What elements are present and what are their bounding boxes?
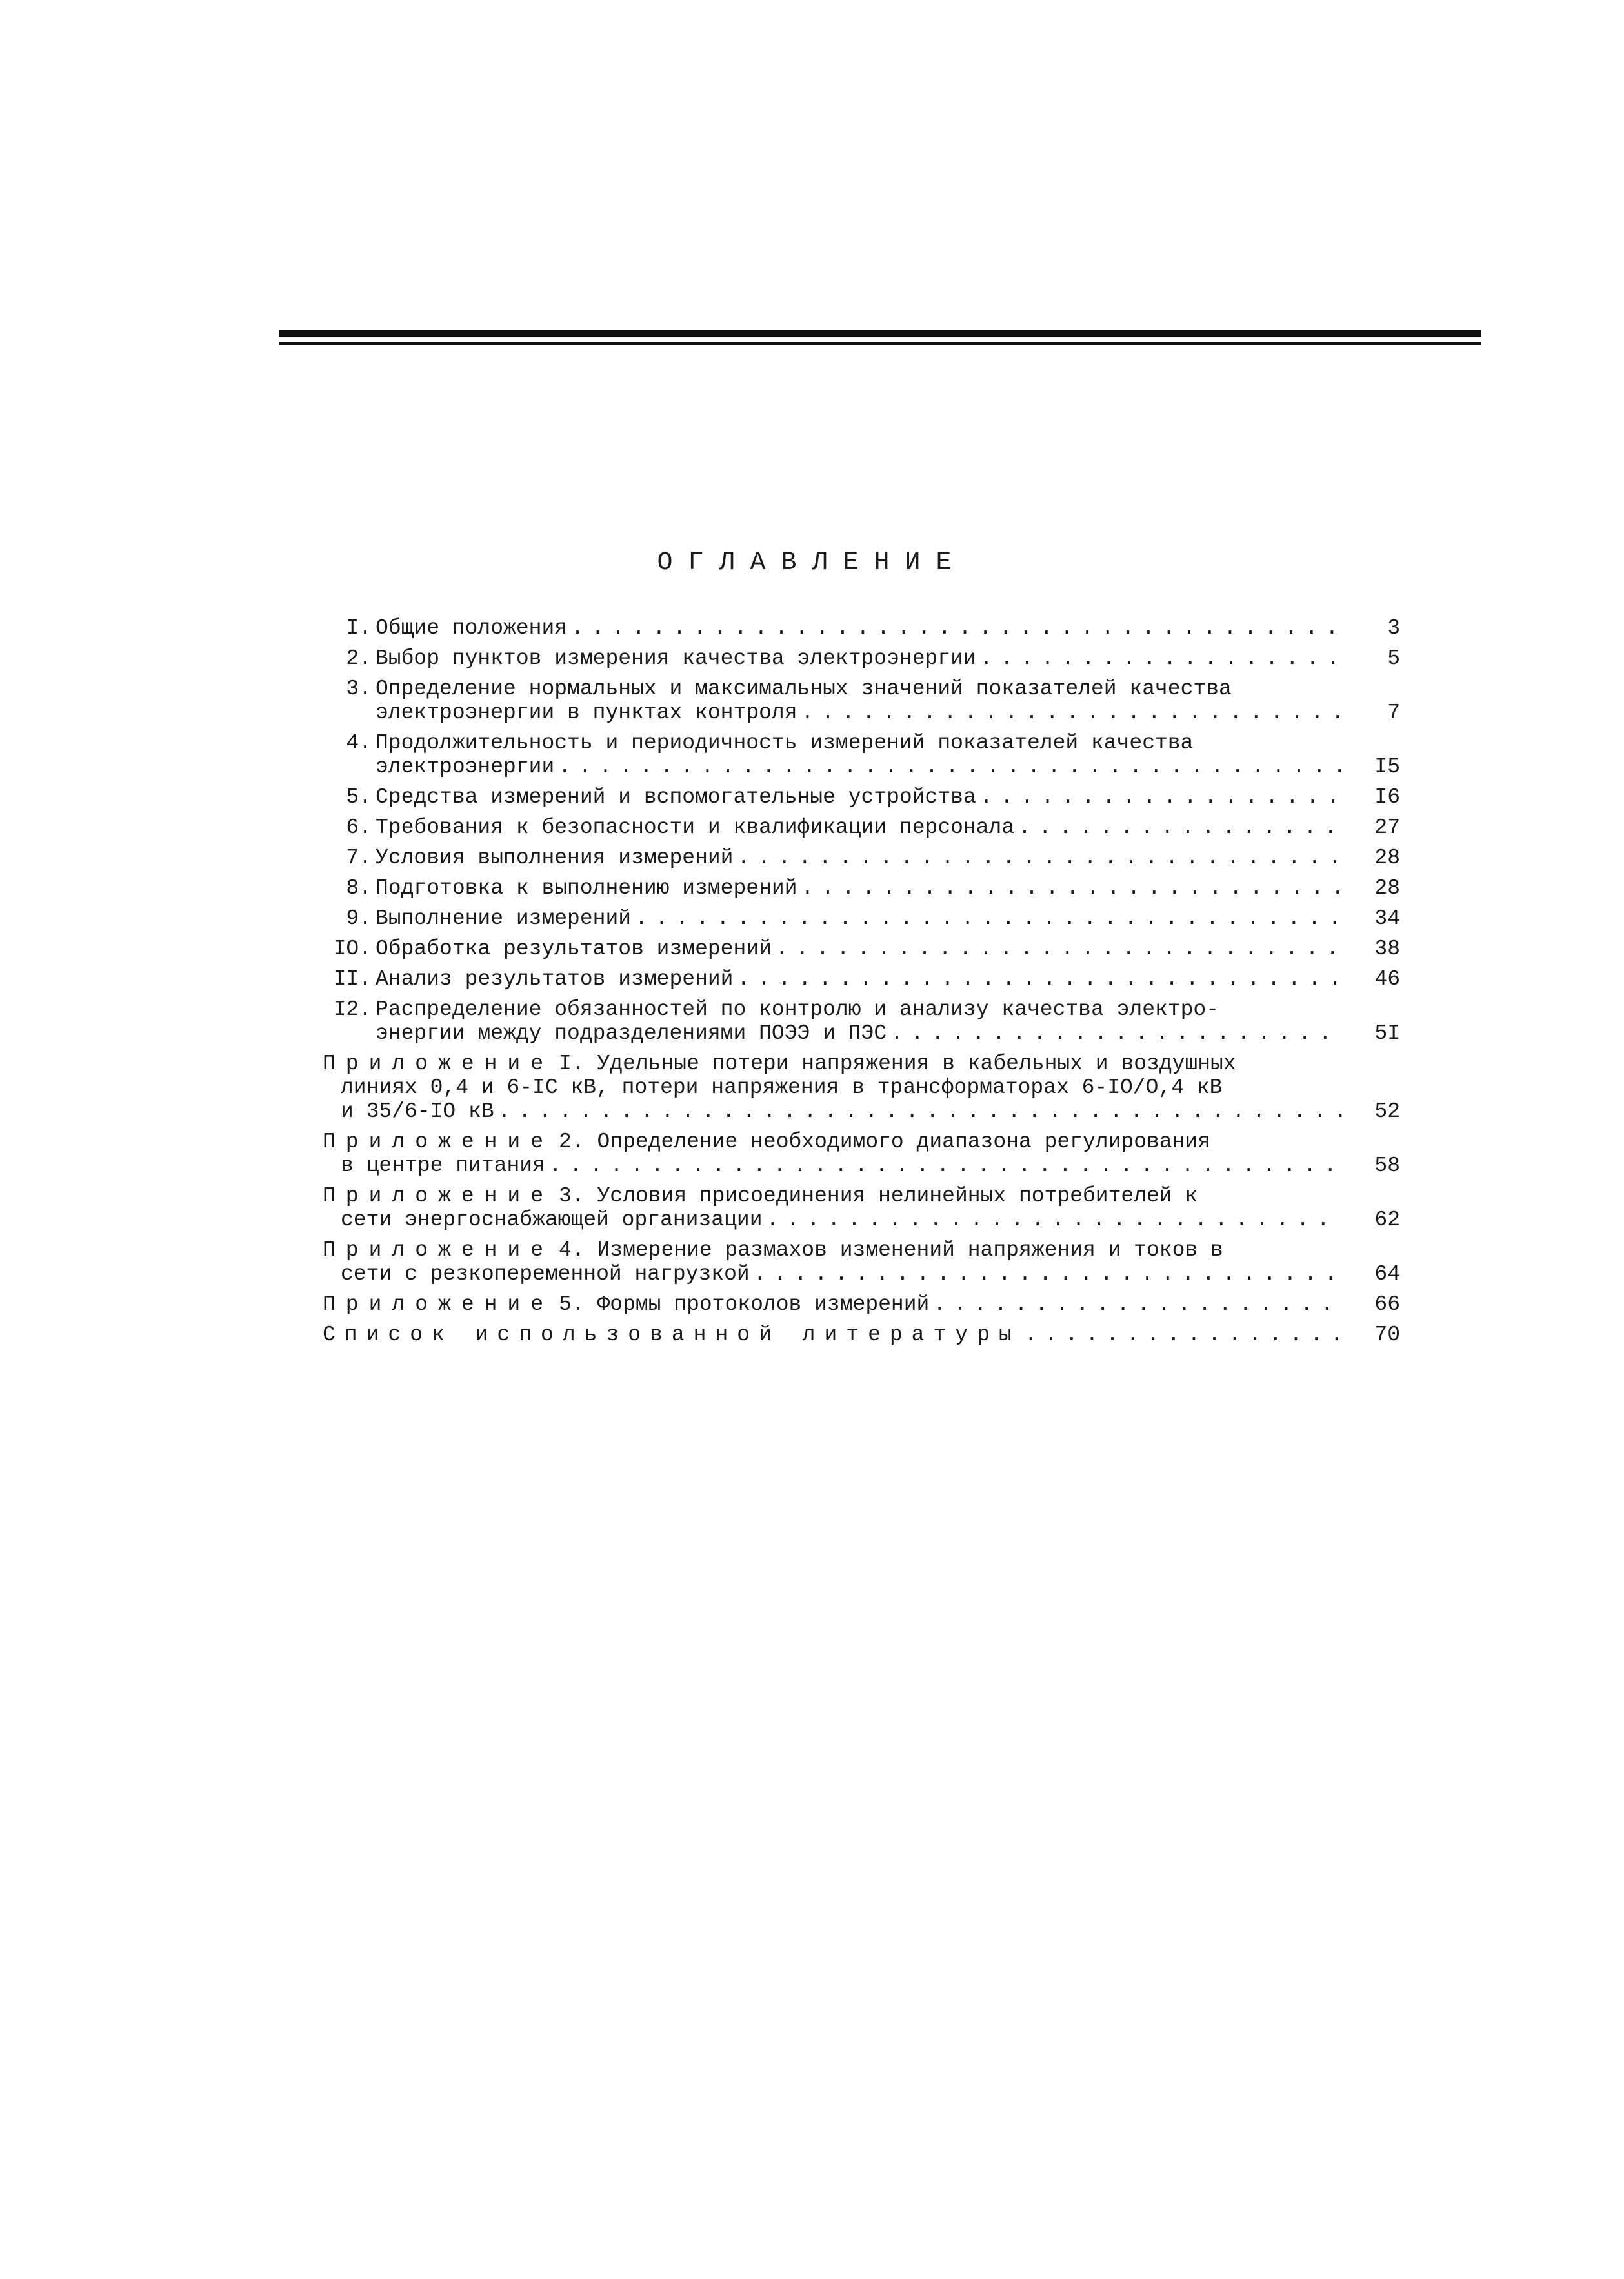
appendix-title: 3. Условия присоединения нелинейных потребителей к: [559, 1184, 1198, 1208]
toc-entry-number: IO.: [333, 937, 372, 961]
toc-appendix-entry: [323, 1130, 1400, 1178]
toc-page-number: 58: [1374, 1154, 1400, 1178]
top-rule-thin: [279, 342, 1481, 345]
toc-leader-dots: [767, 1208, 1342, 1232]
toc-entry: [323, 677, 1400, 725]
toc-page-number: 28: [1374, 876, 1400, 900]
toc-entry-body: [376, 677, 1342, 725]
toc-entry-body: [376, 907, 1342, 930]
toc-entry-last-line: [376, 616, 1342, 640]
toc-entry: [323, 876, 1400, 900]
toc-entry-body: [323, 1184, 1342, 1232]
toc-entry-body: [323, 1052, 1342, 1123]
toc-entry-text: сети энергоснабжающей организации: [341, 1208, 763, 1232]
appendix-label: Приложение: [323, 1292, 554, 1316]
toc-entry-line: Определение нормальных и максимальных значений показателей качества: [376, 677, 1232, 701]
toc-page-number: 66: [1374, 1292, 1400, 1316]
appendix-label: Приложение: [323, 1130, 554, 1154]
toc-entry-number: 7.: [346, 846, 372, 870]
toc-entry-last-line: [341, 1099, 1342, 1123]
toc-appendix-entry: [323, 1184, 1400, 1232]
toc-leader-dots: [737, 846, 1343, 870]
toc-entry-number: II.: [333, 967, 372, 991]
toc-leader-dots: [890, 1021, 1342, 1045]
toc-entry-line: линиях 0,4 и 6-IC кВ, потери напряжения в трансформаторах 6-IO/O,4 кВ: [341, 1076, 1223, 1099]
toc-entry: [323, 785, 1400, 809]
toc-entry-number: 2.: [346, 647, 372, 670]
toc-entry: [323, 907, 1400, 930]
toc-leader-dots: [737, 967, 1343, 991]
toc-entry-last-line: [323, 1323, 1342, 1347]
toc-entry-number: I2.: [333, 998, 372, 1021]
toc-entry-last-line: [376, 937, 1342, 961]
toc-entry: [323, 967, 1400, 991]
toc-entry-last-line: [376, 755, 1342, 779]
toc-entry-last-line: [376, 701, 1342, 725]
toc-entry-last-line: [376, 1021, 1342, 1045]
toc-entry: [323, 998, 1400, 1045]
toc-heading: ОГЛАВЛЕНИЕ: [657, 548, 967, 577]
toc-entry-text: в центре питания: [341, 1154, 545, 1178]
toc-bibliography-entry: [323, 1323, 1400, 1347]
toc-entry-last-line: [376, 785, 1342, 809]
toc-entry-text: Общие положения: [376, 616, 568, 640]
toc-page-number: 62: [1374, 1208, 1400, 1232]
toc-entry-text: электроэнергии в пунктах контроля: [376, 701, 797, 725]
toc-entry-last-line: [376, 907, 1342, 930]
toc-entry-body: [323, 1238, 1342, 1286]
toc-entry-text: Условия выполнения измерений: [376, 846, 734, 870]
toc-entry-text: Подготовка к выполнению измерений: [376, 876, 797, 900]
toc-leader-dots: [498, 1099, 1342, 1123]
toc-entry-last-line: [376, 967, 1342, 991]
toc-page-number: 28: [1374, 846, 1400, 870]
toc-entry-body: [323, 1130, 1342, 1178]
toc-page-number: 3: [1387, 616, 1400, 640]
toc-entry-line: [323, 1238, 1342, 1262]
appendix-title: I. Удельные потери напряжения в кабельных и воздушных: [559, 1052, 1236, 1076]
toc-appendix-entry: [323, 1292, 1400, 1316]
toc-entry-text: Обработка результатов измерений: [376, 937, 772, 961]
toc-page-number: 70: [1374, 1323, 1400, 1347]
toc-entry-number: 8.: [346, 876, 372, 900]
toc-entry-line: Распределение обязанностей по контролю и анализу качества электро-: [376, 998, 1219, 1021]
toc-entry-line: [323, 1184, 1342, 1208]
toc-entry-body: [376, 967, 1342, 991]
toc-entry-line: [323, 1130, 1342, 1154]
toc-entry-last-line: [341, 1154, 1342, 1178]
toc-leader-dots: [933, 1292, 1342, 1316]
toc-entry-number: 9.: [346, 907, 372, 930]
toc-entry: [323, 616, 1400, 640]
toc-entry-last-line: [376, 647, 1342, 670]
toc-leader-dots: [801, 701, 1342, 725]
toc-entry-last-line: [341, 1208, 1342, 1232]
toc-entry-number: 5.: [346, 785, 372, 809]
toc-leader-dots: [635, 907, 1342, 930]
toc-entry-body: [323, 1323, 1342, 1347]
toc-page-number: I5: [1374, 755, 1400, 779]
toc-page-number: 27: [1374, 816, 1400, 839]
toc-entry-last-line: [376, 876, 1342, 900]
toc-entry: [323, 816, 1400, 839]
toc-page-number: 38: [1374, 937, 1400, 961]
toc-entry-body: [376, 647, 1342, 670]
appendix-label: Приложение: [323, 1238, 554, 1262]
toc-entry-last-line: [376, 816, 1342, 839]
toc-page-number: 5: [1387, 647, 1400, 670]
toc-leader-dots: [801, 876, 1342, 900]
toc-entry-number: 6.: [346, 816, 372, 839]
appendix-title: 2. Определение необходимого диапазона регулирования: [559, 1130, 1211, 1154]
toc-entry: [323, 937, 1400, 961]
toc-appendix-entry: [323, 1238, 1400, 1286]
toc-entry-last-line: [341, 1262, 1342, 1286]
toc-entry-text: Выбор пунктов измерения качества электроэнергии: [376, 647, 976, 670]
toc-entry-text: энергии между подразделениями ПОЭЭ и ПЭС: [376, 1021, 887, 1045]
table-of-contents: [323, 616, 1400, 1353]
toc-entry-text: и 35/6-IO кВ: [341, 1099, 494, 1123]
toc-page-number: 5I: [1374, 1021, 1400, 1045]
toc-leader-dots: [549, 1154, 1342, 1178]
toc-entry: [323, 731, 1400, 779]
toc-entry-text: электроэнергии: [376, 755, 555, 779]
toc-entry-body: [323, 1292, 1342, 1316]
toc-entry: [323, 647, 1400, 670]
toc-entry-body: [376, 785, 1342, 809]
toc-entry: [323, 846, 1400, 870]
toc-entry-last-line: [376, 846, 1342, 870]
toc-leader-dots: [571, 616, 1342, 640]
toc-entry-text: Выполнение измерений: [376, 907, 632, 930]
toc-leader-dots: [1025, 1323, 1342, 1347]
toc-page-number: 52: [1374, 1099, 1400, 1123]
toc-leader-dots: [776, 937, 1342, 961]
toc-page-number: 7: [1387, 701, 1400, 725]
toc-entry-body: [376, 846, 1342, 870]
appendix-title: 4. Измерение размахов изменений напряжения и токов в: [559, 1238, 1223, 1262]
toc-leader-dots: [754, 1262, 1342, 1286]
toc-page-number: 46: [1374, 967, 1400, 991]
toc-entry-number: 4.: [346, 731, 372, 755]
toc-entry-line: Продолжительность и периодичность измерений показателей качества: [376, 731, 1194, 755]
toc-leader-dots: [980, 785, 1342, 809]
appendix-label: Приложение: [323, 1052, 554, 1076]
toc-entry-body: [376, 876, 1342, 900]
toc-entry-body: [376, 731, 1342, 779]
appendix-label: Приложение: [323, 1184, 554, 1208]
toc-entry-body: [376, 937, 1342, 961]
toc-page-number: 64: [1374, 1262, 1400, 1286]
toc-entry-text: 5. Формы протоколов измерений: [559, 1292, 930, 1316]
top-rule-thick: [279, 330, 1481, 337]
toc-entry-text: Анализ результатов измерений: [376, 967, 734, 991]
toc-entry-number: 3.: [346, 677, 372, 701]
toc-entry-body: [376, 998, 1342, 1045]
toc-entry-line: [323, 1052, 1342, 1076]
toc-page-number: 34: [1374, 907, 1400, 930]
toc-entry-text: Список использованной литературы: [323, 1323, 1021, 1347]
toc-appendix-entry: [323, 1052, 1400, 1123]
toc-entry-number: I.: [346, 616, 372, 640]
toc-leader-dots: [1018, 816, 1342, 839]
toc-entry-text: Средства измерений и вспомогательные устройства: [376, 785, 976, 809]
toc-entry-body: [376, 816, 1342, 839]
toc-entry-body: [376, 616, 1342, 640]
toc-page-number: I6: [1374, 785, 1400, 809]
toc-entry-last-line: [323, 1292, 1342, 1316]
toc-leader-dots: [980, 647, 1342, 670]
toc-leader-dots: [558, 755, 1342, 779]
toc-entry-text: Требования к безопасности и квалификации персонала: [376, 816, 1015, 839]
toc-entry-text: сети с резкопеременной нагрузкой: [341, 1262, 750, 1286]
